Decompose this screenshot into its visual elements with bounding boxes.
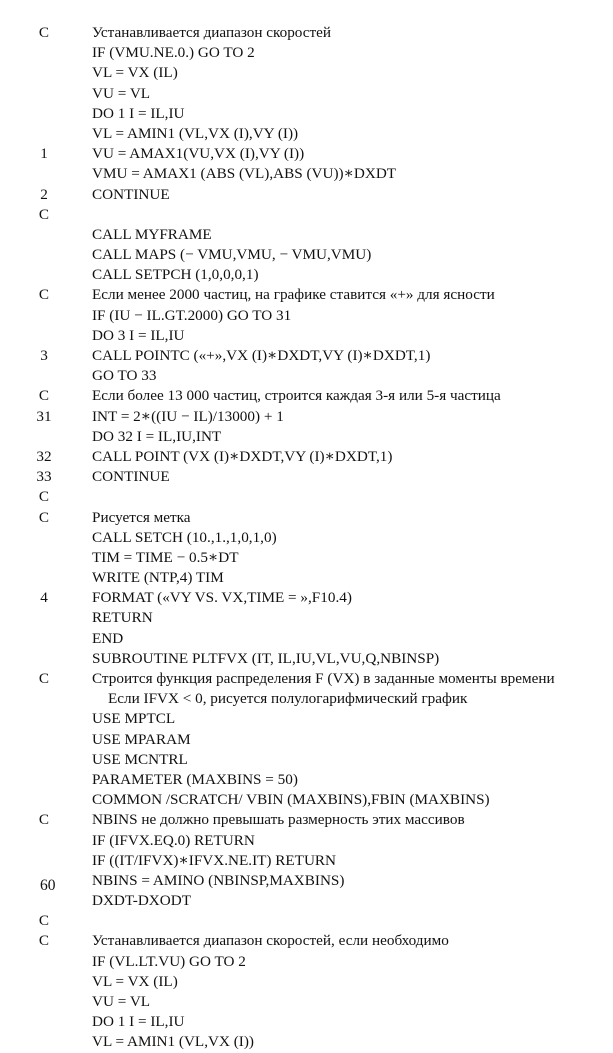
statement-text: WRITE (NTP,4) TIM: [92, 569, 224, 587]
code-line: [0, 508, 613, 528]
statement-text: VL = VX (IL): [92, 972, 178, 990]
code-line: [0, 144, 613, 164]
code-line: [0, 810, 613, 830]
code-line: [0, 23, 613, 43]
statement-text: DXDT-DXODT: [92, 892, 191, 910]
statement-label: C: [38, 670, 50, 687]
statement-text: Устанавливается диапазон скоростей, если необходимо: [92, 932, 449, 950]
statement-text: COMMON /SCRATCH/ VBIN (MAXBINS),FBIN (MAXBINS): [92, 791, 490, 809]
statement-text: IF (VMU.NE.0.) GO TO 2: [92, 44, 255, 62]
code-line: [0, 366, 613, 386]
page-number: 60: [40, 877, 56, 894]
statement-text: FORMAT («VY VS. VX,TIME = »,F10.4): [92, 589, 352, 607]
code-line: [0, 911, 613, 931]
code-line: [0, 407, 613, 427]
code-line: [0, 386, 613, 406]
statement-text: USE MCNTRL: [92, 750, 188, 768]
code-line: [0, 225, 613, 245]
statement-text: NBINS = AMINO (NBINSP,MAXBINS): [92, 871, 345, 889]
statement-text: Если IFVX < 0, рисуется полулогарифмический график: [108, 690, 468, 708]
code-line: [0, 43, 613, 63]
code-line: [0, 790, 613, 810]
code-line: [0, 689, 613, 709]
code-line: [0, 972, 613, 992]
statement-text: CALL MYFRAME: [92, 225, 212, 243]
statement-text: VU = VL: [92, 84, 151, 102]
statement-label: C: [38, 508, 50, 526]
statement-label: C: [38, 811, 50, 829]
statement-text: PARAMETER (MAXBINS = 50): [92, 770, 298, 788]
code-line: [0, 952, 613, 972]
statement-text: CALL MAPS (− VMU,VMU, − VMU,VMU): [92, 246, 372, 264]
statement-label: C: [38, 286, 50, 304]
statement-label: C: [38, 24, 50, 41]
code-line: [0, 931, 613, 951]
statement-label: C: [38, 205, 50, 223]
statement-text: CALL POINT (VX (I)∗DXDT,VY (I)∗DXDT,1): [92, 447, 393, 465]
code-line: [0, 487, 613, 507]
statement-text: Рисуется метка: [92, 508, 191, 526]
statement-text: Устанавливается диапазон скоростей: [92, 24, 332, 41]
statement-text: VL = AMIN1 (VL,VX (I),VY (I)): [92, 124, 299, 142]
code-line: [0, 770, 613, 790]
code-line: [0, 285, 613, 305]
statement-label: C: [38, 488, 50, 506]
statement-label: 3: [40, 347, 48, 364]
code-line: [0, 669, 613, 689]
statement-text: VL = VX (IL): [92, 64, 178, 82]
code-line: [0, 104, 613, 124]
statement-text: VU = AMAX1(VU,VX (I),VY (I)): [92, 145, 305, 163]
code-line: [0, 265, 613, 285]
statement-text: DO 3 I = IL,IU: [92, 326, 185, 344]
statement-text: VL = AMIN1 (VL,VX (I)): [92, 1033, 254, 1051]
statement-label: C: [38, 912, 50, 930]
statement-text: CONTINUE: [92, 468, 170, 486]
statement-text: IF (IFVX.EQ.0) RETURN: [92, 831, 255, 849]
statement-text: DO 1 I = IL,IU: [92, 1013, 185, 1031]
statement-text: CALL SETPCH (1,0,0,0,1): [92, 266, 259, 284]
code-line: [0, 447, 613, 467]
code-line: [0, 346, 613, 366]
code-line: [0, 1012, 613, 1032]
statement-text: USE MPARAM: [92, 730, 191, 748]
code-line: [0, 730, 613, 750]
statement-text: USE MPTCL: [92, 710, 176, 728]
statement-text: VMU = AMAX1 (ABS (VL),ABS (VU))∗DXDT: [92, 165, 397, 183]
code-line: [0, 84, 613, 104]
code-line: [0, 467, 613, 487]
statement-text: VU = VL: [92, 993, 151, 1010]
code-line: [0, 185, 613, 205]
statement-text: CALL POINTC («+»,VX (I)∗DXDT,VY (I)∗DXDT,1): [92, 347, 431, 364]
code-line: [0, 63, 613, 83]
code-line: [0, 992, 613, 1012]
code-line: [0, 588, 613, 608]
statement-text: END: [92, 629, 124, 647]
statement-text: DO 1 I = IL,IU: [92, 104, 185, 122]
statement-label: 1: [40, 145, 48, 163]
code-line: [0, 831, 613, 851]
code-line: [0, 306, 613, 326]
statement-text: Если менее 2000 частиц, на графике ставится «+» для ясности: [92, 286, 495, 304]
statement-label: C: [38, 932, 50, 950]
statement-text: IF (VL.LT.VU) GO TO 2: [92, 952, 246, 970]
statement-text: IF ((IT/IFVX)∗IFVX.NE.IT) RETURN: [92, 851, 337, 869]
code-line: [0, 709, 613, 729]
statement-text: INT = 2∗((IU − IL)/13000) + 1: [92, 407, 284, 425]
statement-label: 4: [40, 589, 48, 607]
code-line: [0, 548, 613, 568]
statement-label: 31: [36, 407, 52, 425]
statement-text: DO 32 I = IL,IU,INT: [92, 427, 222, 445]
statement-text: CONTINUE: [92, 185, 170, 203]
statement-label: C: [38, 387, 50, 405]
code-line: [0, 608, 613, 628]
code-line: [0, 851, 613, 871]
code-line: [0, 1032, 613, 1052]
code-line: [0, 629, 613, 649]
code-line: [0, 528, 613, 548]
code-listing: [0, 23, 613, 1053]
code-line: [0, 649, 613, 669]
statement-label: 2: [40, 185, 48, 203]
statement-text: Если более 13 000 частиц, строится каждая 3-я или 5-я частица: [92, 387, 501, 405]
statement-text: GO TO 33: [92, 367, 157, 385]
code-line: [0, 245, 613, 265]
statement-text: CALL SETCH (10.,1.,1,0,1,0): [92, 528, 277, 546]
code-line: [0, 750, 613, 770]
statement-text: TIM = TIME − 0.5∗DT: [92, 548, 239, 566]
statement-text: IF (IU − IL.GT.2000) GO TO 31: [92, 306, 292, 324]
code-line: [0, 568, 613, 588]
code-line: [0, 164, 613, 184]
code-line: [0, 427, 613, 447]
statement-label: 33: [36, 468, 52, 486]
statement-text: Строится функция распределения F (VX) в заданные моменты времени: [92, 670, 555, 687]
statement-text: RETURN: [92, 609, 153, 627]
code-line: [0, 891, 613, 911]
statement-text: SUBROUTINE PLTFVX (IT, IL,IU,VL,VU,Q,NBINSP): [92, 649, 440, 667]
code-line: [0, 205, 613, 225]
statement-label: 32: [36, 447, 52, 465]
statement-text: NBINS не должно превышать размерность этих массивов: [92, 811, 465, 829]
code-line: [0, 871, 613, 891]
code-line: [0, 124, 613, 144]
code-line: [0, 326, 613, 346]
